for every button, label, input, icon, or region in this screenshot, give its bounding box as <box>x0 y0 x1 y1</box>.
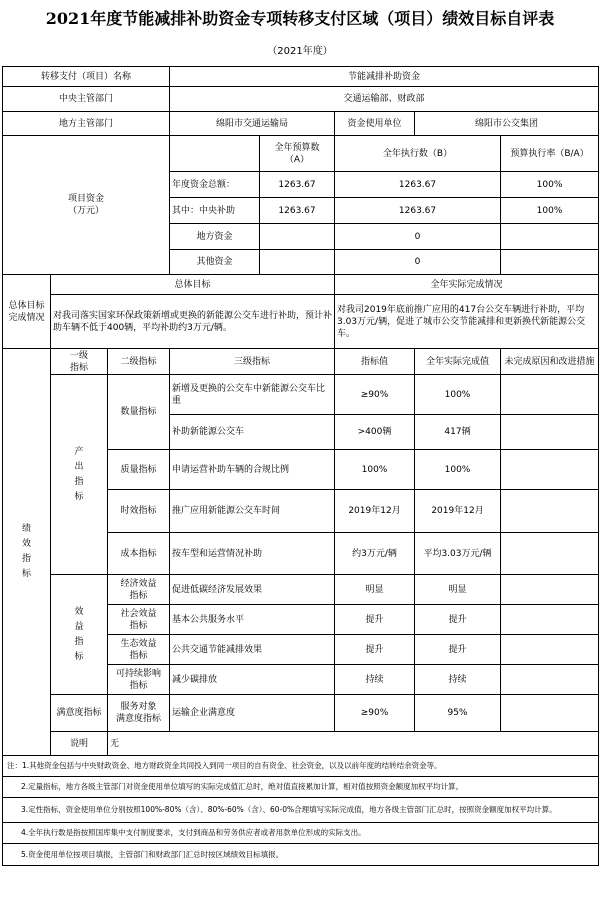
benefit-label: 效 益 指 标 <box>51 575 108 695</box>
local-funds-label: 地方资金 <box>170 224 260 250</box>
central-dept-label: 中央主管部门 <box>3 87 170 112</box>
central-budget: 1263.67 <box>260 198 335 224</box>
central-rate: 100% <box>501 198 599 224</box>
actual-value-header: 全年实际完成值 <box>415 349 501 375</box>
q1-name: 新增及更换的公交车中新能源公交车比重 <box>170 375 335 415</box>
ecological-name: 公共交通节能减排效果 <box>170 635 335 665</box>
project-name-value: 节能减排补助资金 <box>170 67 599 87</box>
output-label: 产 出 指 标 <box>51 375 108 575</box>
note-5: 5.资金使用单位按项目填报，主管部门和财政部门汇总时按区域绩效目标填报。 <box>3 844 599 866</box>
quality-actual: 100% <box>415 450 501 490</box>
q1-target: ≥90% <box>335 375 415 415</box>
note-1: 注：1.其他资金包括与中央财政资金、地方财政资金共同投入到同一项目的自有资金、社会资金，以及以前年度的结转结余资金等。 <box>3 756 599 777</box>
quality-label: 质量指标 <box>108 450 170 490</box>
local-dept-label: 地方主管部门 <box>3 112 170 136</box>
note-3: 3.定性指标，资金使用单位分别按照100%-80%（含）、80%-60%（含）、60-0%合理填写实际完成值，地方各级主管部门汇总时，按照资金额度加权平均计算。 <box>3 798 599 823</box>
q2-target: >400辆 <box>335 415 415 450</box>
index-value-header: 指标值 <box>335 349 415 375</box>
note-4: 4.全年执行数是指按照国库集中支付制度要求，支付到商品和劳务供应者或者用款单位形成的实际支出。 <box>3 823 599 844</box>
fund-unit-value: 绵阳市公交集团 <box>415 112 599 136</box>
quantity-label: 数量指标 <box>108 375 170 450</box>
overall-actual-text: 对我司2019年底前推广应用的417台公交车辆进行补助，平均3.03万元/辆，促进了城市公交节能减排和更新换代新能源公交车。 <box>335 295 599 349</box>
timeliness-actual: 2019年12月 <box>415 490 501 533</box>
project-name-label: 转移支付（项目）名称 <box>3 67 170 87</box>
sustainable-label: 可持续影响 指标 <box>108 665 170 695</box>
sustainable-target: 持续 <box>335 665 415 695</box>
economic-target: 明显 <box>335 575 415 605</box>
project-funds-text: 项目资金 （万元） <box>67 194 104 216</box>
total-budget: 1263.67 <box>260 172 335 198</box>
timeliness-label: 时效指标 <box>108 490 170 533</box>
central-exec: 1263.67 <box>335 198 501 224</box>
q2-actual: 417辆 <box>415 415 501 450</box>
local-exec: 0 <box>335 224 501 250</box>
social-target: 提升 <box>335 605 415 635</box>
ecological-target: 提升 <box>335 635 415 665</box>
economic-actual: 明显 <box>415 575 501 605</box>
service-actual: 95% <box>415 695 501 732</box>
other-funds-label: 其他资金 <box>170 250 260 275</box>
page-title: 2021年度节能减排补助资金专项转移支付区域（项目）绩效目标自评表 <box>45 9 555 28</box>
total-rate: 100% <box>501 172 599 198</box>
sustainable-name: 减少碳排放 <box>170 665 335 695</box>
service-name: 运输企业满意度 <box>170 695 335 732</box>
economic-label: 经济效益 指标 <box>108 575 170 605</box>
other-exec: 0 <box>335 250 501 275</box>
remark-label: 说明 <box>51 732 108 756</box>
year-label: （2021年度） <box>267 46 333 57</box>
overall-actual-header: 全年实际完成情况 <box>335 275 599 295</box>
economic-name: 促进低碳经济发展效果 <box>170 575 335 605</box>
ecological-actual: 提升 <box>415 635 501 665</box>
satisfaction-label: 满意度指标 <box>51 695 108 732</box>
quality-name: 申请运营补助车辆的合规比例 <box>170 450 335 490</box>
quality-target: 100% <box>335 450 415 490</box>
note-2: 2.定量指标，地方各级主管部门对资金使用单位填写的实际完成值汇总时，绝对值直接累加计算，相对值按照资金额度加权平均计算。 <box>3 777 599 798</box>
service-label: 服务对象 满意度指标 <box>108 695 170 732</box>
overall-goal-label: 总体目标 完成情况 <box>3 275 51 349</box>
cost-label: 成本指标 <box>108 533 170 575</box>
total-funds-label: 年度资金总额： <box>170 172 260 198</box>
ecological-label: 生态效益 指标 <box>108 635 170 665</box>
evaluation-table <box>2 66 599 866</box>
social-name: 基本公共服务水平 <box>170 605 335 635</box>
central-subsidy-label: 其中：中央补助 <box>170 198 260 224</box>
remark-value: 无 <box>108 732 599 756</box>
cost-actual: 平均3.03万元/辆 <box>415 533 501 575</box>
cost-target: 约3万元/辆 <box>335 533 415 575</box>
overall-target-header: 总体目标 <box>51 275 335 295</box>
rate-header: 预算执行率（B/A） <box>501 136 599 172</box>
level2-header: 二级指标 <box>108 349 170 375</box>
social-actual: 提升 <box>415 605 501 635</box>
exec-header: 全年执行数（B） <box>335 136 501 172</box>
level1-header: 一级 指标 <box>51 349 108 375</box>
central-dept-value: 交通运输部、财政部 <box>170 87 599 112</box>
q2-name: 补助新能源公交车 <box>170 415 335 450</box>
service-target: ≥90% <box>335 695 415 732</box>
reason-header: 未完成原因和改进措施 <box>501 349 599 375</box>
level3-header: 三级指标 <box>170 349 335 375</box>
q1-actual: 100% <box>415 375 501 415</box>
timeliness-name: 推广应用新能源公交车时间 <box>170 490 335 533</box>
overall-target-text: 对我司落实国家环保政策新增或更换的新能源公交车进行补助，预计补助车辆不低于400辆，平均补助约3万元/辆。 <box>51 295 335 349</box>
fund-unit-label: 资金使用单位 <box>335 112 415 136</box>
social-label: 社会效益 指标 <box>108 605 170 635</box>
cost-name: 按车型和运营情况补助 <box>170 533 335 575</box>
project-funds-label <box>3 136 170 275</box>
local-dept-value: 绵阳市交通运输局 <box>170 112 335 136</box>
total-exec: 1263.67 <box>335 172 501 198</box>
timeliness-target: 2019年12月 <box>335 490 415 533</box>
budget-header: 全年预算数 （A） <box>260 136 335 172</box>
performance-label: 绩 效 指 标 <box>3 349 51 756</box>
sustainable-actual: 持续 <box>415 665 501 695</box>
